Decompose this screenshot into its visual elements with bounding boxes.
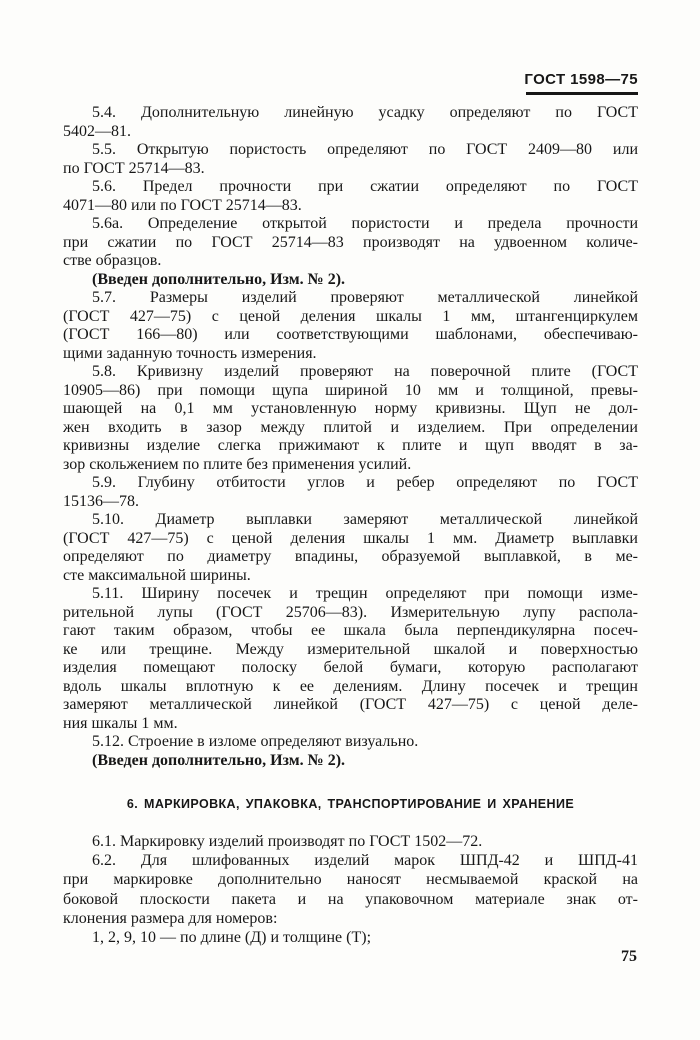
text-line: рительной лупы (ГОСТ 25706—83). Измерительную лупу распола- — [63, 603, 638, 621]
para-5-9 — [63, 474, 638, 511]
text-line: 5.12. Строение в изломе определяют визуально. — [92, 733, 419, 750]
para-amendment-note-2 — [63, 752, 638, 771]
text-line: 5.8. Кривизну изделий проверяют на поверочной плите (ГОСТ — [92, 363, 638, 380]
para-6-2-list-item — [63, 928, 638, 947]
text-line: по ГОСТ 25714—83. — [63, 159, 205, 177]
document-header — [524, 70, 638, 95]
text-line: 15136—78. — [63, 492, 139, 510]
text-line: зор скольжением по плите без применения усилий. — [63, 455, 412, 473]
text-line: 5.11. Ширину посечек и трещин определяют при помощи изме- — [92, 585, 638, 602]
text-line: жен входить в зазор между плитой и изделием. При определении — [63, 418, 638, 436]
para-5-4 — [63, 104, 638, 141]
text-line: 5.7. Размеры изделий проверяют металлической линейкой — [92, 289, 638, 306]
para-5-12 — [63, 733, 638, 752]
text-line: 5.10. Диаметр выплавки замеряют металлической линейкой — [92, 511, 638, 528]
text-line: 10905—86) при помощи щупа шириной 10 мм и толщиной, превы- — [63, 381, 638, 399]
text-line: 5.5. Открытую пористость определяют по ГОСТ 2409—80 или — [92, 141, 638, 158]
para-5-7 — [63, 289, 638, 363]
page-number: 75 — [621, 948, 637, 965]
text-line: изделия помещают полоску белой бумаги, которую располагают — [63, 659, 638, 676]
text-line: стве образцов. — [63, 252, 162, 269]
para-5-8 — [63, 363, 638, 474]
text-line: (Введен дополнительно, Изм. № 2). — [92, 751, 346, 769]
para-5-11 — [63, 585, 638, 733]
para-5-6 — [63, 178, 638, 215]
text-line: шающей на 0,1 мм установленную норму кривизны. Щуп не дол- — [63, 400, 638, 417]
text-line: гают таким образом, чтобы ее шкала была перпендикулярна посеч- — [63, 622, 638, 639]
para-5-6a — [63, 215, 638, 271]
text-line: 5402—81. — [63, 122, 131, 140]
text-line: при сжатии по ГОСТ 25714—83 производят на удвоенном количе- — [63, 233, 638, 251]
text-line: 6.2. Для шлифованных изделий марок ШПД-42 и ШПД-41 — [92, 852, 638, 870]
text-line: ке или трещине. Между измерительной шкалой и поверхностью — [63, 640, 638, 658]
text-line: (ГОСТ 427—75) с ценой деления шкалы 1 мм. Диаметр выплавки — [63, 529, 638, 547]
text-line: замеряют металлической линейкой (ГОСТ 427—75) с ценой деле- — [63, 696, 638, 713]
para-6-1 — [63, 832, 638, 851]
doc-code: ГОСТ 1598—75 — [524, 71, 638, 88]
text-line: 5.4. Дополнительную линейную усадку определяют по ГОСТ — [92, 104, 638, 121]
para-amendment-note-1 — [63, 271, 638, 290]
para-5-5 — [63, 141, 638, 178]
text-line: 6.1. Маркировку изделий производят по ГОСТ 1502—72. — [92, 833, 483, 850]
header-underline — [526, 92, 638, 95]
section-6 — [63, 832, 638, 947]
text-line: вдоль шкалы вплотную к ее делениям. Длину посечек и трещин — [63, 677, 638, 695]
text-line: 5.9. Глубину отбитости углов и ребер определяют по ГОСТ — [92, 474, 638, 491]
text-line: клонения размера для номеров: — [63, 909, 278, 927]
section-6-heading: 6. МАРКИРОВКА, УПАКОВКА, ТРАНСПОРТИРОВАНИЕ И ХРАНЕНИЕ — [126, 797, 575, 811]
text-line: кривизны изделие слегка прижимают к плите и щуп вводят в за- — [63, 437, 638, 454]
para-6-2 — [63, 851, 638, 928]
text-line: щими заданную точность измерения. — [63, 344, 317, 362]
text-line: (Введен дополнительно, Изм. № 2). — [92, 270, 346, 288]
text-line: (ГОСТ 166—80) или соответствующими шаблонами, обеспечиваю- — [63, 326, 638, 343]
para-5-10 — [63, 511, 638, 585]
text-line: 1, 2, 9, 10 — по длине (Д) и толщине (Т); — [92, 929, 372, 947]
text-line: боковой плоскости пакета и на упаковочном материале знак от- — [63, 890, 638, 908]
text-block — [63, 104, 638, 947]
text-line: 5.6. Предел прочности при сжатии определяют по ГОСТ — [92, 178, 638, 195]
text-line: ния шкалы 1 мм. — [63, 714, 178, 732]
text-line: 5.6а. Определение открытой пористости и предела прочности — [92, 215, 638, 232]
section-5 — [63, 104, 638, 770]
text-line: (ГОСТ 427—75) с ценой деления шкалы 1 мм, штангенциркулем — [63, 307, 638, 325]
text-line: определяют по диаметру впадины, образуемой выплавкой, в ме- — [63, 548, 638, 565]
text-line: 4071—80 или по ГОСТ 25714—83. — [63, 196, 302, 214]
text-line: при маркировке дополнительно наносят несмываемой краской на — [63, 871, 638, 889]
text-line: сте максимальной ширины. — [63, 566, 251, 584]
